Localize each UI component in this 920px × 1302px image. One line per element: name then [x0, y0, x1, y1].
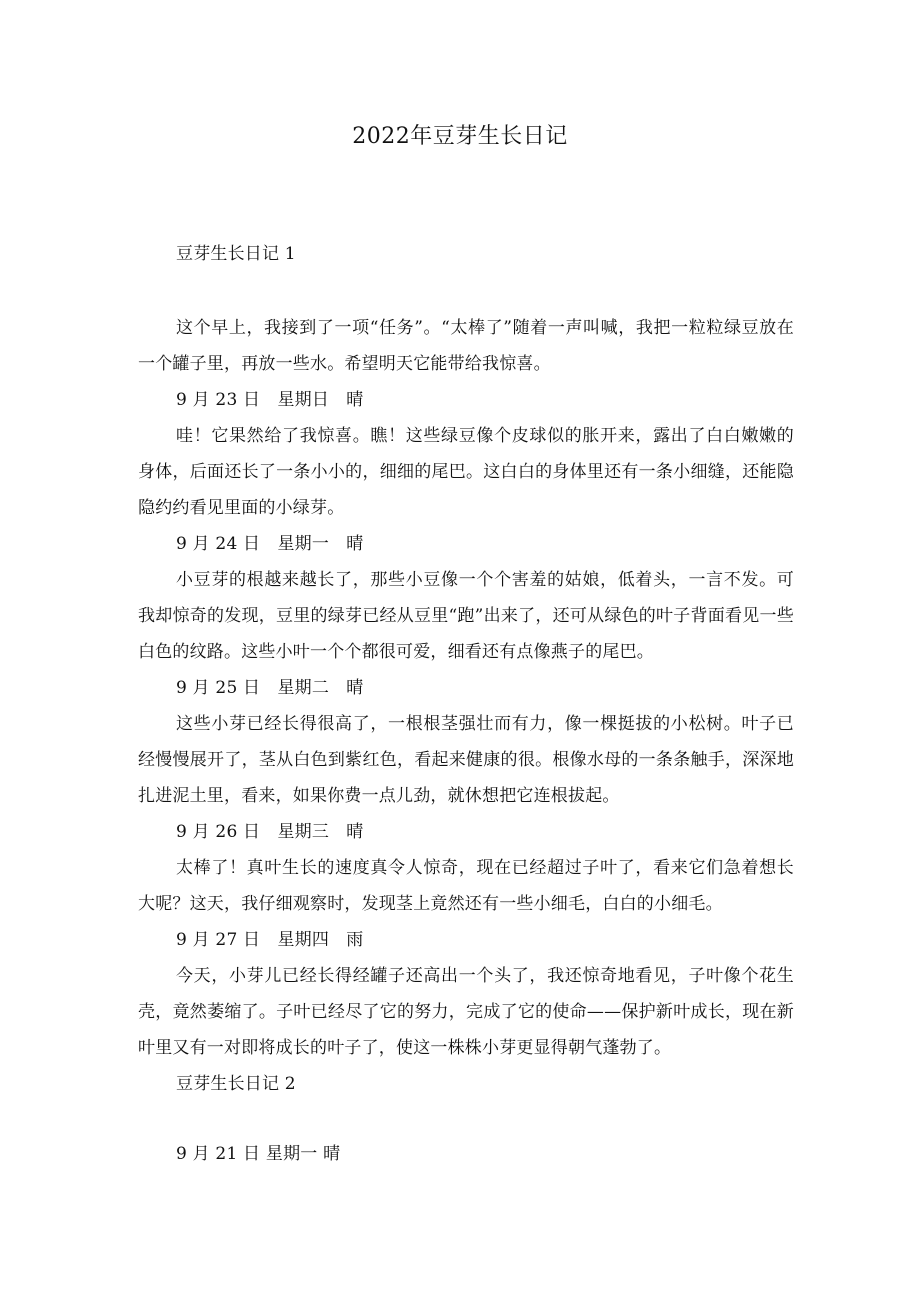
entry-date-sep-24: 9 月 24 日 星期一 晴: [176, 534, 364, 554]
entry-date-sep-25: 9 月 25 日 星期二 晴: [176, 678, 364, 698]
entry-text-sep-27: 今天，小芽儿已经长得经罐子还高出一个头了，我还惊奇地看见，子叶像个花生壳，竟然萎缩了。子叶已经尽了它的努力，完成了它的使命——保护新叶成长，现在新叶里又有一对即将成长的叶子了，使这一株株小芽更显得朝气蓬勃了。: [138, 966, 794, 1058]
page-title: 2022年豆芽生长日记: [352, 124, 568, 149]
document-body: [138, 236, 794, 1172]
entry-text-sep-24: 小豆芽的根越来越长了，那些小豆像一个个害羞的姑娘，低着头，一言不发。可我却惊奇的发现，豆里的绿芽已经从豆里“跑”出来了，还可从绿色的叶子背面看见一些白色的纹路。这些小叶一个个都很可爱，细看还有点像燕子的尾巴。: [138, 570, 794, 662]
intro-paragraph: 这个早上，我接到了一项“任务”。“太棒了”随着一声叫喊，我把一粒粒绿豆放在一个罐子里，再放一些水。希望明天它能带给我惊喜。: [138, 318, 794, 374]
entry-date-sep-23: 9 月 23 日 星期日 晴: [176, 390, 364, 410]
entry-date-sep-27: 9 月 27 日 星期四 雨: [176, 930, 364, 950]
entry-text-sep-26: 太棒了！真叶生长的速度真令人惊奇，现在已经超过子叶了，看来它们急着想长大呢？这天，我仔细观察时，发现茎上竟然还有一些小细毛，白白的小细毛。: [138, 858, 794, 914]
entry-text-sep-25: 这些小芽已经长得很高了，一根根茎强壮而有力，像一棵挺拔的小松树。叶子已经慢慢展开了，茎从白色到紫红色，看起来健康的很。根像水母的一条条触手，深深地扎进泥土里，看来，如果你费一点儿劲，就休想把它连根拔起。: [138, 714, 794, 806]
section-heading-diary-1: 豆芽生长日记 1: [176, 244, 296, 264]
section-heading-diary-2: 豆芽生长日记 2: [176, 1074, 296, 1094]
entry-date-sep-21: 9 月 21 日 星期一 晴: [176, 1144, 341, 1164]
entry-date-sep-26: 9 月 26 日 星期三 晴: [176, 822, 364, 842]
entry-text-sep-23: 哇！它果然给了我惊喜。瞧！这些绿豆像个皮球似的胀开来，露出了白白嫩嫩的身体，后面还长了一条小小的，细细的尾巴。这白白的身体里还有一条小细缝，还能隐隐约约看见里面的小绿芽。: [138, 426, 794, 518]
